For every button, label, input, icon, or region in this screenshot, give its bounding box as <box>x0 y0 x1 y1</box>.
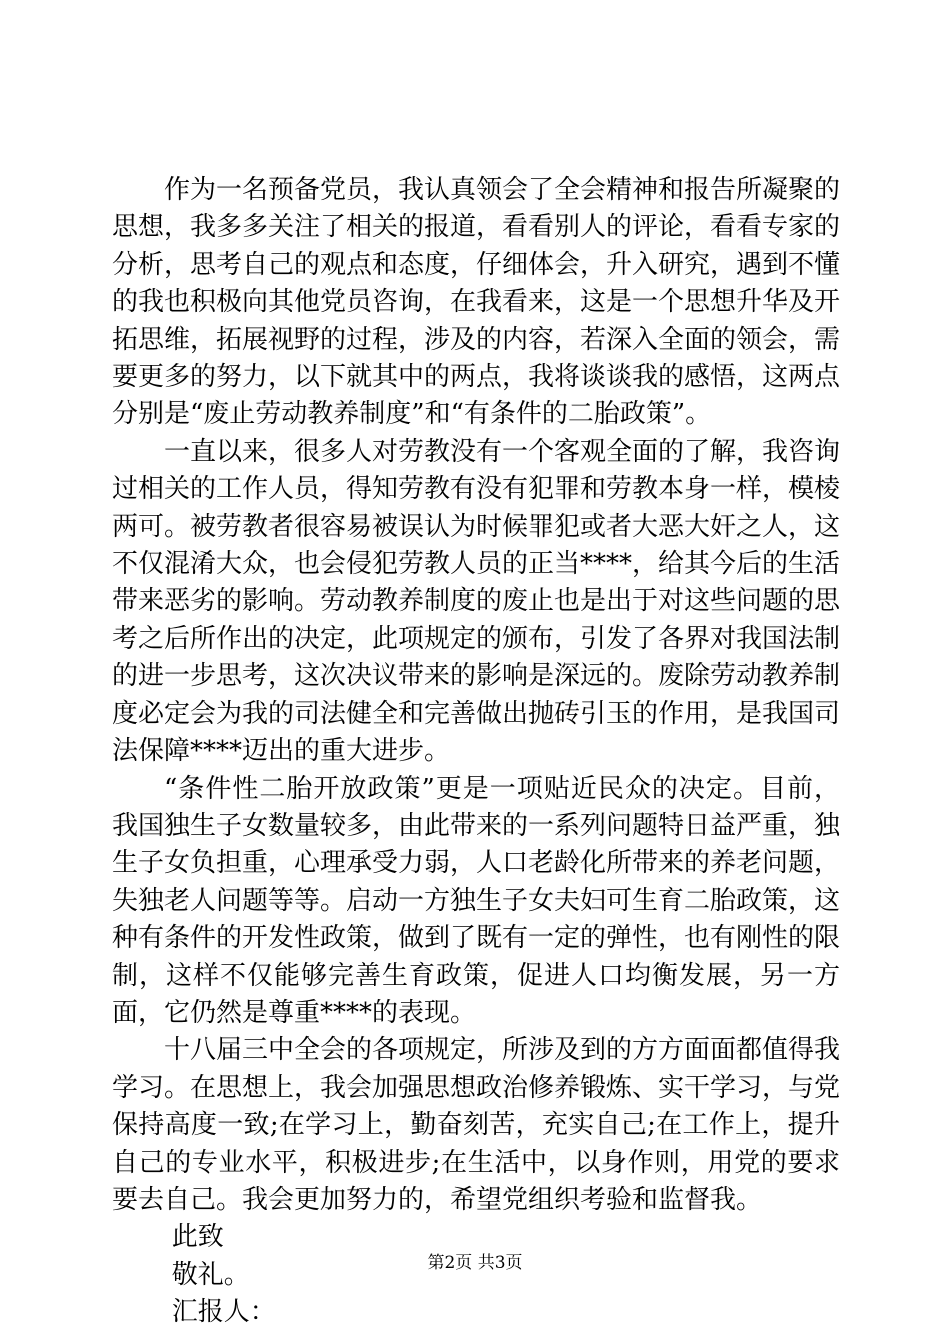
page-footer: 第2页 共3页 <box>427 1253 523 1273</box>
paragraph-1: 作为一名预备党员，我认真领会了全会精神和报告所凝聚的思想，我多多关注了相关的报道，看看别人的评论，看看专家的分析，思考自己的观点和态度，仔细体会，升入研究，遇到不懂的我也积极向其他党员咨询，在我看来，这是一个思想升华及开拓思维，拓展视野的过程，涉及的内容，若深入全面的领会，需要更多的努力，以下就其中的两点，我将谈谈我的感悟，这两点分别是“废止劳动教养制度”和“有条件的二胎政策”。 <box>112 175 841 430</box>
paragraph-3: “条件性二胎开放政策”更是一项贴近民众的决定。目前，我国独生子女数量较多，由此带来的一系列问题特日益严重，独生子女负担重，心理承受力弱，人口老龄化所带来的养老问题，失独老人问题等等。启动一方独生子女夫妇可生育二胎政策，这种有条件的开发性政策，做到了既有一定的弹性，也有刚性的限制，这样不仅能够完善生育政策，促进人口均衡发展，另一方面，它仍然是尊重****的表现。 <box>112 773 841 1028</box>
document-body <box>112 172 840 1332</box>
closing-salutation: 此致 <box>171 1222 224 1253</box>
paragraph-4: 十八届三中全会的各项规定，所涉及到的方方面面都值得我学习。在思想上，我会加强思想政治修养锻炼、实干学习，与党保持高度一致;在学习上，勤奋刻苦，充实自己;在工作上，提升自己的专业水平，积极进步;在生活中，以身作则，用党的要求要去自己。我会更加努力的，希望党组织考验和监督我。 <box>112 1035 841 1215</box>
closing-reporter: 汇报人： <box>171 1297 276 1328</box>
closing-respect: 敬礼。 <box>171 1259 250 1290</box>
paragraph-2: 一直以来，很多人对劳教没有一个客观全面的了解，我咨询过相关的工作人员，得知劳教有没有犯罪和劳教本身一样，模棱两可。被劳教者很容易被误认为时候罪犯或者大恶大奸之人，这不仅混淆大众，也会侵犯劳教人员的正当****，给其今后的生活带来恶劣的影响。劳动教养制度的废止也是出于对这些问题的思考之后所作出的决定，此项规定的颁布，引发了各界对我国法制的进一步思考，这次决议带来的影响是深远的。废除劳动教养制度必定会为我的司法健全和完善做出抛砖引玉的作用，是我国司法保障****迈出的重大进步。 <box>112 436 841 767</box>
